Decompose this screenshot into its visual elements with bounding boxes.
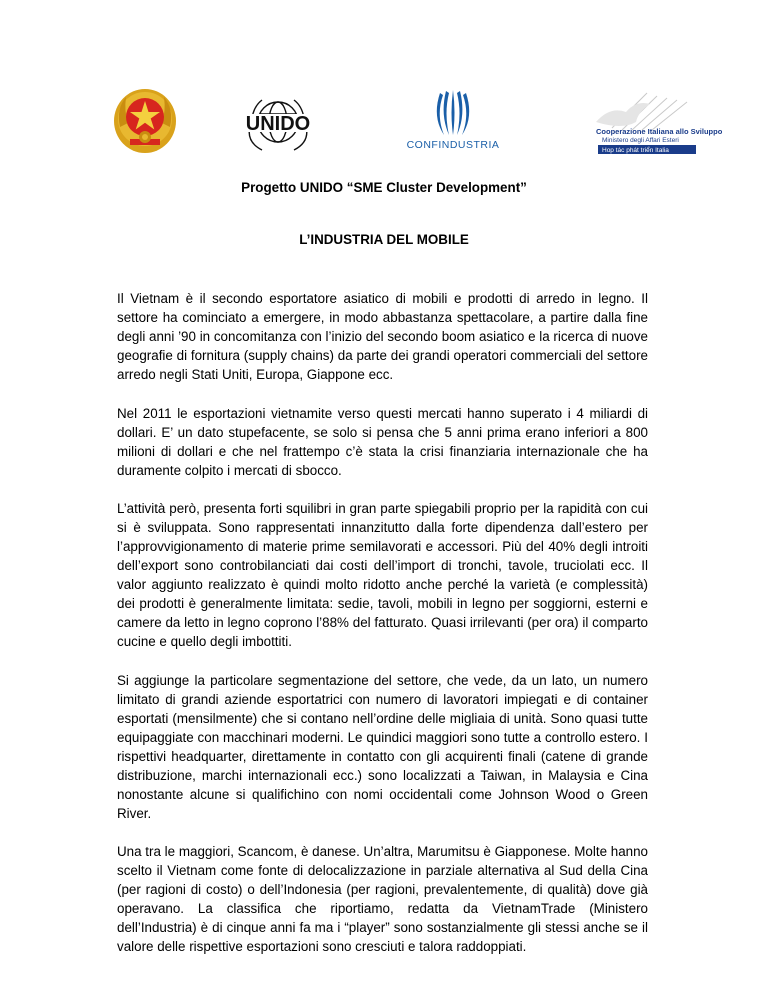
paragraph: Si aggiunge la particolare segmentazione del settore, che vede, da un lato, un numero limitato di grandi aziende esportatrici con numero di lavoratori impiegati e di container esportati (mensilmente) che si contano nell’ordine delle migliaia di unità. Sono quasi tutte equipaggiate con macchinari moderni. Le quindici maggiori sono tutte a controllo estero. I rispettivi headquarter, direttamente in contatto con gli acquirenti finali (catene di grande distribuzione, marchi internazionali ecc.) sono localizzati a Taiwan, in Malaysia e Cina nonostante alcune si qualifichino con nomi occidentali come Johnson Wood o Green River. <box>117 672 648 821</box>
confindustria-logo-text: CONFINDUSTRIA <box>406 139 500 151</box>
document-subtitle: L’INDUSTRIA DEL MOBILE <box>299 232 469 247</box>
paragraph: Il Vietnam è il secondo esportatore asiatico di mobili e prodotti di arredo in legno. Il settore ha cominciato a emergere, in modo abbastanza spettacolare, a partire dalla fine degli anni ’90 in concomitanza con l’inizio del secondo boom asiatico e la ricerca di nuove geografie di fornitura (supply chains) da parte dei grandi operatori commerciali del settore arredo negli Stati Uniti, Europa, Giappone ecc. <box>117 291 648 382</box>
paragraph: L’attività però, presenta forti squilibri in gran parte spiegabili proprio per la rapidità con cui si è sviluppata. Sono rappresentati innanzitutto dalla forte dipendenza dall’estero per l’approvvigionamento di materie prime semilavorati e accessori. Più del 40% degli introiti dell’export sono controbilanciati dai costi dell’import di tronchi, tavole, truciolati ecc. Il valor aggiunto realizzato è quindi molto ridotto anche perché la varietà (e complessità) dei prodotti è generalmente limitata: sedie, tavoli, mobili in legno per soggiorni, esterni e camere da letto in legno coprono l’88% del fatturato. Quasi irrilevanti (per ora) il comparto cucine e quello degli imbottiti. <box>117 501 648 649</box>
document-title: Progetto UNIDO “SME Cluster Development” <box>241 180 527 195</box>
cooperazione-italiana-logo <box>592 88 723 160</box>
cooperazione-logo-line2: Ministero degli Affari Esteri <box>602 137 679 144</box>
unido-logo <box>240 92 316 156</box>
cooperazione-logo-line1: Cooperazione Italiana allo Sviluppo <box>596 127 723 136</box>
vietnam-emblem-logo <box>112 87 178 155</box>
cooperazione-logo-line3: Hop tác phát triển Italia <box>602 147 669 154</box>
paragraph: Una tra le maggiori, Scancom, è danese. Un’altra, Marumitsu è Giapponese. Molte hanno scelto il Vietnam come fonte di delocalizzazione in parziale alternativa al Sud della Cina (per ragioni di costo) o dell’Indonesia (per ragioni, prevalentemente, di qualità) dove già operavano. La classifica che riportiamo, redatta da VietnamTrade (Ministero dell’Industria) è di cinque anni fa ma i “player” sono sostanzialmente gli stessi anche se il valore delle rispettive esportazioni sono cresciuti e talora raddoppiati. <box>117 844 648 954</box>
document-body <box>117 289 648 976</box>
paragraph: Nel 2011 le esportazioni vietnamite verso questi mercati hanno superato i 4 miliardi di dollari. E’ un dato stupefacente, se solo si pensa che 5 anni prima erano inferiori a 800 milioni di dollari e che nel frattempo c’è stata la crisi finanziaria internazionale che ha duramente colpito i mercati di sbocco. <box>117 405 648 478</box>
confindustria-logo <box>402 87 504 153</box>
unido-logo-text: UNIDO <box>245 113 311 135</box>
